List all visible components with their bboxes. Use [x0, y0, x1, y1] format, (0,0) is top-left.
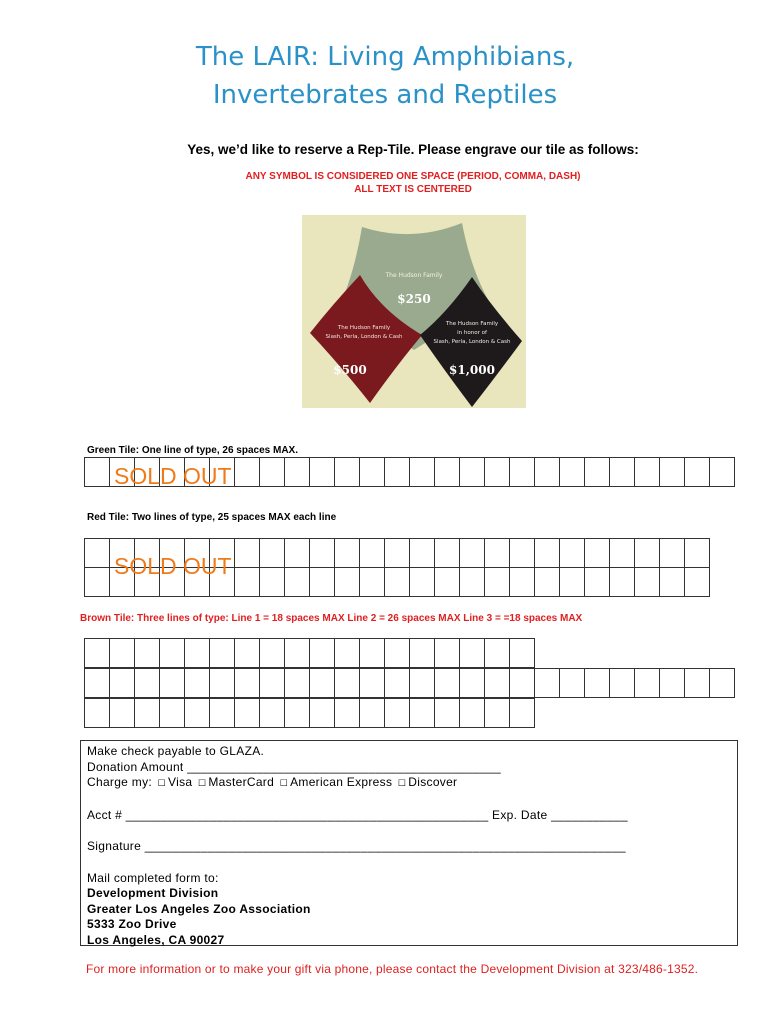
letter-box[interactable] [610, 669, 635, 698]
title-line-1: The LAIR: Living Amphibians, [195, 42, 575, 72]
letter-box[interactable] [235, 568, 260, 597]
letter-box[interactable] [460, 639, 485, 668]
letter-box[interactable] [635, 669, 660, 698]
letter-box[interactable] [535, 568, 560, 597]
green-tile-price: $250 [397, 292, 431, 306]
letter-box[interactable] [185, 699, 210, 728]
letter-box[interactable] [610, 458, 635, 487]
letter-box[interactable] [585, 669, 610, 698]
tile-samples-illustration [302, 215, 526, 408]
letter-box[interactable] [685, 458, 710, 487]
letter-box[interactable] [360, 458, 385, 487]
letter-box[interactable] [660, 669, 685, 698]
acct-exp-field[interactable]: Acct # ____________________________________________________ Exp. Date ___________ [87, 807, 628, 822]
letter-box[interactable] [310, 669, 335, 698]
letter-box[interactable] [235, 539, 260, 568]
letter-box[interactable] [360, 639, 385, 668]
letter-box[interactable] [460, 568, 485, 597]
brown-tile-line-2[interactable] [84, 668, 735, 698]
letter-box[interactable] [535, 539, 560, 568]
letter-box[interactable] [110, 669, 135, 698]
letter-box[interactable] [210, 669, 235, 698]
letter-box[interactable] [385, 458, 410, 487]
brown-tile-label: Brown Tile: Three lines of type: Line 1 = 18 spaces MAX Line 2 = 26 spaces MAX Line 3 = =18 spaces MAX [80, 613, 583, 624]
letter-box[interactable] [335, 669, 360, 698]
letter-box[interactable] [385, 669, 410, 698]
red-tile-sold-out: SOLD OUT [114, 553, 232, 579]
letter-box[interactable] [385, 699, 410, 728]
letter-box[interactable] [685, 669, 710, 698]
letter-box[interactable] [635, 539, 660, 568]
signature-field[interactable]: Signature _____________________________________________________________________ [87, 839, 626, 853]
charge-prefix: Charge my: [87, 775, 153, 789]
letter-box[interactable] [385, 539, 410, 568]
letter-box[interactable] [710, 458, 735, 487]
letter-box[interactable] [285, 639, 310, 668]
letter-box[interactable] [160, 639, 185, 668]
letter-box[interactable] [435, 639, 460, 668]
letter-box[interactable] [185, 669, 210, 698]
letter-box[interactable] [285, 699, 310, 728]
letter-box[interactable] [360, 568, 385, 597]
city-text: Los Angeles, CA 90027 [87, 932, 225, 947]
mail-to-text: Mail completed form to: [87, 870, 219, 885]
letter-box[interactable] [435, 699, 460, 728]
letter-box[interactable] [310, 568, 335, 597]
letter-box[interactable] [560, 458, 585, 487]
letter-box[interactable] [260, 669, 285, 698]
letter-box[interactable] [85, 639, 110, 668]
letter-box[interactable] [635, 458, 660, 487]
letter-box[interactable] [435, 539, 460, 568]
visa-checkbox[interactable]: ☐ [157, 778, 167, 788]
black-tile-line-1: The Hudson Family [445, 321, 499, 327]
letter-box[interactable] [435, 568, 460, 597]
black-tile-line-3: Slash, Perla, London & Cash [433, 339, 511, 345]
letter-box[interactable] [85, 539, 110, 568]
letter-box[interactable] [485, 539, 510, 568]
letter-box[interactable] [535, 669, 560, 698]
letter-box[interactable] [460, 699, 485, 728]
green-tile-name: The Hudson Family [385, 272, 443, 279]
letter-box[interactable] [310, 639, 335, 668]
letter-box[interactable] [235, 699, 260, 728]
letter-box[interactable] [485, 568, 510, 597]
letter-box[interactable] [360, 539, 385, 568]
letter-box[interactable] [85, 699, 110, 728]
letter-box[interactable] [660, 568, 685, 597]
letter-box[interactable] [610, 568, 635, 597]
discover-checkbox[interactable]: ☐ [397, 778, 407, 788]
letter-box[interactable] [260, 568, 285, 597]
red-tile-price: $500 [333, 363, 367, 377]
footer-contact-text: For more information or to make your gift via phone, please contact the Development Division at 323/486-1352. [86, 962, 699, 976]
letter-box[interactable] [360, 699, 385, 728]
letter-box[interactable] [660, 458, 685, 487]
letter-box[interactable] [85, 568, 110, 597]
donation-amount-field[interactable]: Donation Amount _____________________________________________ [87, 759, 502, 774]
letter-box[interactable] [585, 568, 610, 597]
black-tile-price: $1,000 [449, 363, 495, 377]
letter-box[interactable] [410, 639, 435, 668]
letter-box[interactable] [560, 568, 585, 597]
letter-box[interactable] [135, 699, 160, 728]
red-tile-line-1: The Hudson Family [337, 325, 391, 331]
letter-box[interactable] [285, 539, 310, 568]
letter-box[interactable] [710, 669, 735, 698]
letter-box[interactable] [435, 458, 460, 487]
letter-box[interactable] [510, 639, 535, 668]
letter-box[interactable] [585, 539, 610, 568]
letter-box[interactable] [110, 639, 135, 668]
letter-box[interactable] [285, 568, 310, 597]
letter-box[interactable] [335, 539, 360, 568]
green-tile-sold-out: SOLD OUT [114, 463, 232, 489]
letter-box[interactable] [285, 458, 310, 487]
title-line-2: Invertebrates and Reptiles [212, 80, 558, 110]
letter-box[interactable] [135, 639, 160, 668]
letter-box[interactable] [260, 539, 285, 568]
letter-box[interactable] [85, 458, 110, 487]
letter-box[interactable] [335, 699, 360, 728]
payment-box [80, 740, 738, 946]
letter-box[interactable] [485, 639, 510, 668]
association-text: Greater Los Angeles Zoo Association [87, 901, 311, 916]
letter-box[interactable] [260, 458, 285, 487]
letter-box[interactable] [160, 699, 185, 728]
letter-box[interactable] [560, 669, 585, 698]
letter-box[interactable] [460, 669, 485, 698]
letter-box[interactable] [310, 699, 335, 728]
letter-box[interactable] [385, 639, 410, 668]
charge-options [87, 775, 731, 792]
amex-label: American Express [290, 775, 393, 789]
letter-box[interactable] [410, 539, 435, 568]
letter-box[interactable] [685, 568, 710, 597]
letter-box[interactable] [310, 458, 335, 487]
letter-box[interactable] [460, 458, 485, 487]
letter-box[interactable] [485, 669, 510, 698]
letter-box[interactable] [460, 539, 485, 568]
letter-box[interactable] [435, 669, 460, 698]
check-payable-text: Make check payable to GLAZA. [87, 744, 265, 758]
letter-box[interactable] [635, 568, 660, 597]
letter-box[interactable] [110, 699, 135, 728]
letter-box[interactable] [685, 539, 710, 568]
amex-checkbox[interactable]: ☐ [279, 778, 289, 788]
letter-box[interactable] [85, 669, 110, 698]
letter-box[interactable] [235, 458, 260, 487]
letter-box[interactable] [210, 699, 235, 728]
rule-line-1: ANY SYMBOL IS CONSIDERED ONE SPACE (PERIOD, COMMA, DASH) [245, 171, 581, 182]
letter-box[interactable] [210, 639, 235, 668]
letter-box[interactable] [660, 539, 685, 568]
brown-tile-line-3[interactable] [84, 698, 535, 728]
letter-box[interactable] [560, 539, 585, 568]
intro-text: Yes, we’d like to reserve a Rep-Tile. Please engrave our tile as follows: [187, 142, 639, 157]
letter-box[interactable] [510, 458, 535, 487]
letter-box[interactable] [585, 458, 610, 487]
visa-label: Visa [168, 775, 193, 789]
letter-box[interactable] [260, 639, 285, 668]
letter-box[interactable] [410, 699, 435, 728]
letter-box[interactable] [360, 669, 385, 698]
letter-box[interactable] [335, 458, 360, 487]
letter-box[interactable] [410, 568, 435, 597]
letter-box[interactable] [510, 539, 535, 568]
street-text: 5333 Zoo Drive [87, 917, 177, 931]
letter-box[interactable] [485, 699, 510, 728]
brown-tile-line-1[interactable] [84, 638, 535, 668]
mastercard-label: MasterCard [208, 775, 275, 789]
tile-samples-image [302, 215, 526, 408]
letter-box[interactable] [410, 458, 435, 487]
letter-box[interactable] [135, 669, 160, 698]
letter-box[interactable] [335, 568, 360, 597]
letter-box[interactable] [185, 639, 210, 668]
letter-box[interactable] [160, 669, 185, 698]
letter-box[interactable] [335, 639, 360, 668]
letter-box[interactable] [510, 568, 535, 597]
letter-box[interactable] [235, 639, 260, 668]
black-tile-line-2: in honor of [457, 330, 487, 336]
rule-line-2: ALL TEXT IS CENTERED [354, 184, 472, 195]
letter-box[interactable] [510, 669, 535, 698]
letter-box[interactable] [235, 669, 260, 698]
green-tile-label: Green Tile: One line of type, 26 spaces MAX. [87, 445, 298, 456]
letter-box[interactable] [535, 458, 560, 487]
letter-box[interactable] [485, 458, 510, 487]
discover-label: Discover [408, 775, 458, 789]
red-tile-label: Red Tile: Two lines of type, 25 spaces MAX each line [87, 512, 337, 523]
letter-box[interactable] [610, 539, 635, 568]
division-text: Development Division [87, 886, 219, 900]
page-title [0, 38, 770, 114]
letter-box[interactable] [510, 699, 535, 728]
mastercard-checkbox[interactable]: ☐ [198, 778, 207, 788]
letter-box[interactable] [410, 669, 435, 698]
letter-box[interactable] [285, 669, 310, 698]
letter-box[interactable] [310, 539, 335, 568]
letter-box[interactable] [260, 699, 285, 728]
red-tile-line-2: Slash, Perla, London & Cash [325, 334, 403, 340]
letter-box[interactable] [385, 568, 410, 597]
